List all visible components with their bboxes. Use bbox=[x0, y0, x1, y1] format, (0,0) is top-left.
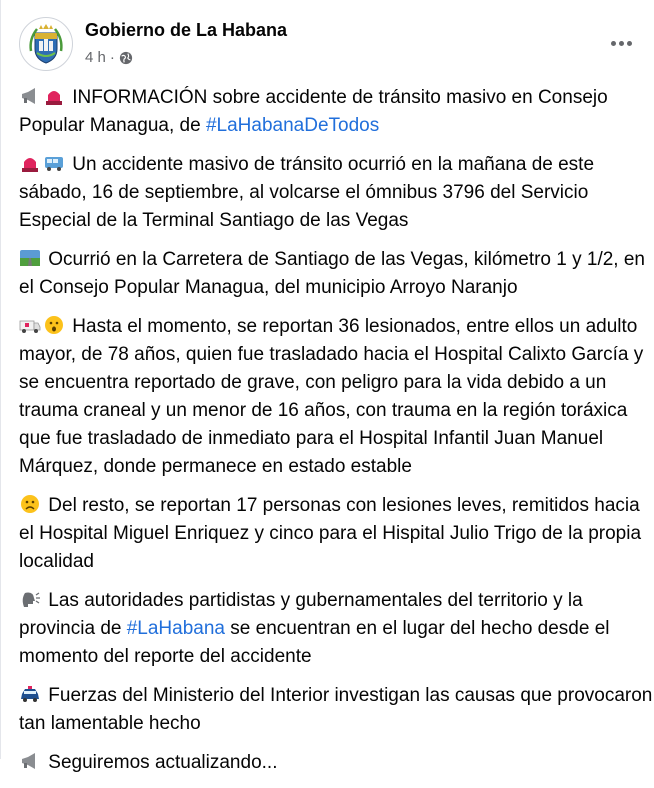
paragraph-text: Seguiremos actualizando... bbox=[48, 752, 278, 773]
meta-separator: · bbox=[109, 49, 115, 66]
post-paragraph bbox=[19, 313, 654, 481]
paragraph-text: Las autoridades partidistas y gubernamentales del territorio y la provincia de bbox=[19, 590, 583, 639]
coat-of-arms-icon bbox=[23, 21, 69, 67]
siren-icon bbox=[19, 153, 41, 173]
paragraph-text: INFORMACIÓN sobre accidente de tránsito masivo en Consejo Popular Managua, de bbox=[19, 87, 608, 136]
road-icon bbox=[19, 248, 41, 268]
police-car-icon bbox=[19, 684, 41, 704]
megaphone-icon bbox=[19, 751, 41, 771]
post-time[interactable]: 4 h bbox=[85, 49, 106, 66]
post-meta bbox=[85, 49, 133, 66]
hushed-face-icon bbox=[43, 315, 65, 335]
more-options-button[interactable] bbox=[603, 25, 639, 61]
page-name-link[interactable]: Gobierno de La Habana bbox=[85, 20, 288, 40]
megaphone-icon bbox=[19, 86, 41, 106]
globe-icon[interactable] bbox=[119, 51, 133, 65]
paragraph-text: Fuerzas del Ministerio del Interior investigan las causas que provocaron tan lamentable hecho bbox=[19, 685, 653, 734]
more-dot bbox=[619, 41, 624, 46]
paragraph-text: se encuentran en el lugar del hecho desde el momento del reporte del accidente bbox=[19, 618, 610, 667]
speaking-head-icon bbox=[19, 589, 41, 609]
ambulance-icon bbox=[19, 315, 41, 335]
post-paragraph bbox=[19, 246, 654, 302]
paragraph-text: Del resto, se reportan 17 personas con lesiones leves, remitidos hacia el Hospital Miguel Enriquez y cinco para el Hispital Julio Trigo de la propia localidad bbox=[19, 495, 642, 572]
bus-icon bbox=[43, 153, 65, 173]
post-paragraph bbox=[19, 749, 654, 777]
hashtag-link[interactable]: #LaHabanaDeTodos bbox=[205, 115, 380, 136]
post-body bbox=[19, 84, 654, 788]
post-paragraph bbox=[19, 151, 654, 235]
post-paragraph bbox=[19, 84, 654, 140]
paragraph-text: Hasta el momento, se reportan 36 lesionados, entre ellos un adulto mayor, de 78 años, quien fue trasladado hacia el Hospital Calixto García y se encuentra reportado de grave, con peligro para la vida debido a un trauma craneal y un menor de 16 años, con trauma en la región toráxica que fue trasladado de inmediato para el Hospital Infantil Juan Manuel Márquez, donde permanece en estado estable bbox=[19, 316, 644, 477]
post-paragraph bbox=[19, 492, 654, 576]
more-dot bbox=[627, 41, 632, 46]
paragraph-text: Un accidente masivo de tránsito ocurrió en la mañana de este sábado, 16 de septiembre, al volcarse el ómnibus 3796 del Servicio Especial de la Terminal Santiago de las Vegas bbox=[19, 154, 595, 231]
siren-icon bbox=[43, 86, 65, 106]
post-paragraph bbox=[19, 587, 654, 671]
worried-face-icon bbox=[19, 494, 41, 514]
paragraph-text: Ocurrió en la Carretera de Santiago de las Vegas, kilómetro 1 y 1/2, en el Consejo Popular Managua, del municipio Arroyo Naranjo bbox=[19, 249, 645, 298]
hashtag-link[interactable]: #LaHabana bbox=[126, 618, 225, 639]
post-header bbox=[19, 17, 639, 73]
more-horizontal-icon bbox=[611, 41, 616, 46]
post-paragraph bbox=[19, 682, 654, 738]
page-avatar[interactable] bbox=[19, 17, 73, 71]
